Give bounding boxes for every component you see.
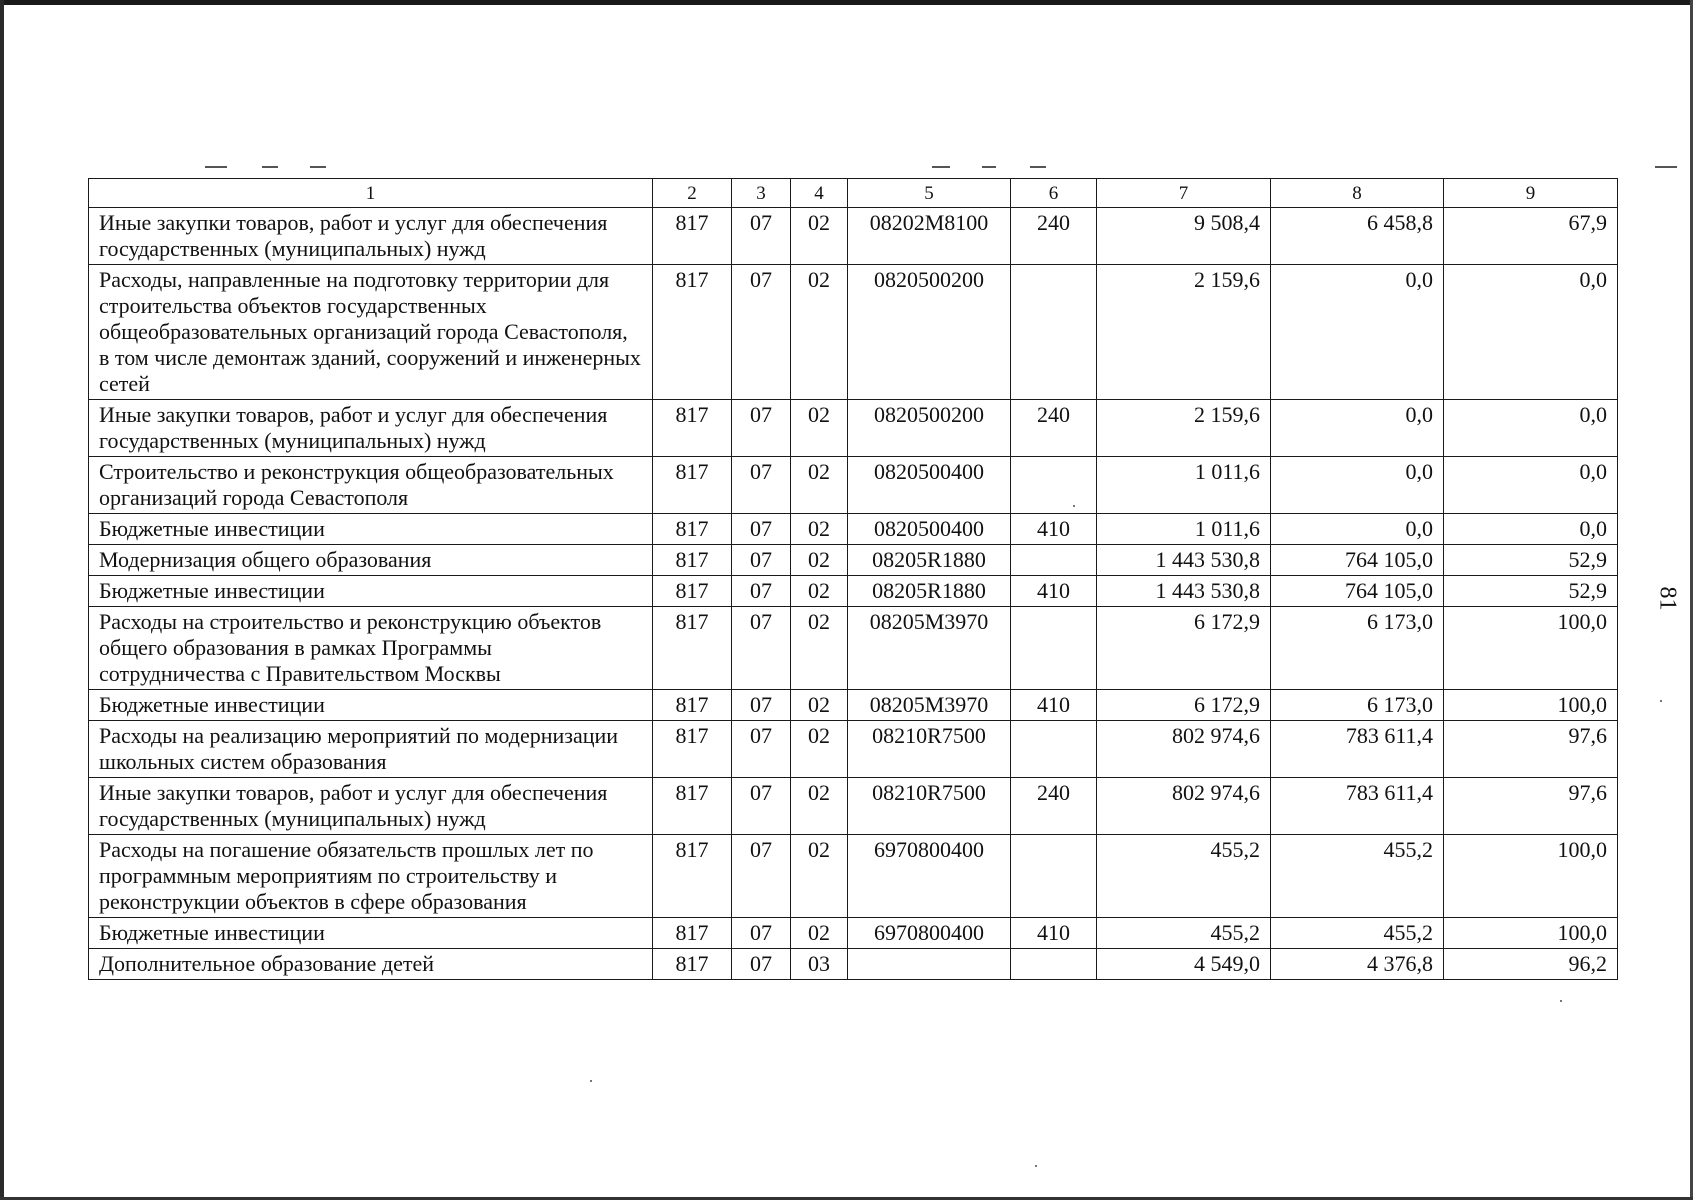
table-row xyxy=(89,400,1618,457)
cell-actual-amount: 0,0 xyxy=(1271,457,1444,514)
cell-name: Бюджетные инвестиции xyxy=(89,576,653,607)
budget-table xyxy=(88,178,1618,980)
cell-expense-type: 410 xyxy=(1011,690,1097,721)
cell-section-code: 07 xyxy=(732,778,791,835)
cell-actual-amount: 6 458,8 xyxy=(1271,208,1444,265)
cell-ministry-code: 817 xyxy=(653,835,732,918)
cell-planned-amount: 2 159,6 xyxy=(1097,265,1271,400)
cell-percent: 0,0 xyxy=(1444,400,1618,457)
column-header-5: 5 xyxy=(848,179,1011,208)
cell-section-code: 07 xyxy=(732,265,791,400)
cell-name: Бюджетные инвестиции xyxy=(89,514,653,545)
cell-percent: 0,0 xyxy=(1444,457,1618,514)
cell-section-code: 07 xyxy=(732,208,791,265)
cell-planned-amount: 455,2 xyxy=(1097,835,1271,918)
cell-percent: 52,9 xyxy=(1444,576,1618,607)
table-row xyxy=(89,265,1618,400)
cell-ministry-code: 817 xyxy=(653,778,732,835)
cell-target-code xyxy=(848,949,1011,980)
cell-subsection-code: 02 xyxy=(791,208,848,265)
column-header-3: 3 xyxy=(732,179,791,208)
cell-ministry-code: 817 xyxy=(653,400,732,457)
scan-speck xyxy=(1073,505,1075,507)
cell-percent: 100,0 xyxy=(1444,690,1618,721)
table-row xyxy=(89,690,1618,721)
cell-planned-amount: 1 443 530,8 xyxy=(1097,545,1271,576)
cell-planned-amount: 6 172,9 xyxy=(1097,690,1271,721)
cell-section-code: 07 xyxy=(732,835,791,918)
cell-percent: 100,0 xyxy=(1444,835,1618,918)
cell-ministry-code: 817 xyxy=(653,918,732,949)
cell-percent: 100,0 xyxy=(1444,607,1618,690)
cell-expense-type: 410 xyxy=(1011,576,1097,607)
cell-name: Дополнительное образование детей xyxy=(89,949,653,980)
table-body xyxy=(89,208,1618,980)
table-row xyxy=(89,514,1618,545)
cell-ministry-code: 817 xyxy=(653,607,732,690)
cell-target-code: 08205R1880 xyxy=(848,576,1011,607)
cell-section-code: 07 xyxy=(732,457,791,514)
cell-subsection-code: 02 xyxy=(791,265,848,400)
cell-percent: 52,9 xyxy=(1444,545,1618,576)
cell-target-code: 08205M3970 xyxy=(848,607,1011,690)
cell-ministry-code: 817 xyxy=(653,690,732,721)
cell-ministry-code: 817 xyxy=(653,721,732,778)
scan-edge-top xyxy=(0,0,1693,5)
cell-target-code: 6970800400 xyxy=(848,918,1011,949)
cell-actual-amount: 783 611,4 xyxy=(1271,721,1444,778)
cell-planned-amount: 455,2 xyxy=(1097,918,1271,949)
cell-subsection-code: 02 xyxy=(791,457,848,514)
cell-expense-type: 240 xyxy=(1011,400,1097,457)
cell-actual-amount: 4 376,8 xyxy=(1271,949,1444,980)
cell-expense-type: 410 xyxy=(1011,918,1097,949)
table-row xyxy=(89,949,1618,980)
scan-speck xyxy=(590,1080,592,1082)
cell-actual-amount: 0,0 xyxy=(1271,514,1444,545)
cell-name: Модернизация общего образования xyxy=(89,545,653,576)
cell-name: Иные закупки товаров, работ и услуг для обеспечения государственных (муниципальных) нужд xyxy=(89,208,653,265)
cell-percent: 0,0 xyxy=(1444,514,1618,545)
cell-expense-type xyxy=(1011,607,1097,690)
table-row xyxy=(89,457,1618,514)
cell-subsection-code: 03 xyxy=(791,949,848,980)
cell-subsection-code: 02 xyxy=(791,400,848,457)
cell-section-code: 07 xyxy=(732,949,791,980)
cell-target-code: 08205M3970 xyxy=(848,690,1011,721)
cell-subsection-code: 02 xyxy=(791,778,848,835)
cell-expense-type: 240 xyxy=(1011,208,1097,265)
cell-planned-amount: 802 974,6 xyxy=(1097,721,1271,778)
page-number: 81 xyxy=(1654,586,1681,611)
cell-percent: 100,0 xyxy=(1444,918,1618,949)
cell-name: Иные закупки товаров, работ и услуг для обеспечения государственных (муниципальных) нужд xyxy=(89,778,653,835)
cell-target-code: 08210R7500 xyxy=(848,721,1011,778)
cell-subsection-code: 02 xyxy=(791,918,848,949)
cell-subsection-code: 02 xyxy=(791,607,848,690)
cell-actual-amount: 0,0 xyxy=(1271,265,1444,400)
cell-target-code: 08210R7500 xyxy=(848,778,1011,835)
cell-planned-amount: 802 974,6 xyxy=(1097,778,1271,835)
header-dash-marks xyxy=(0,166,1693,170)
cell-percent: 67,9 xyxy=(1444,208,1618,265)
cell-subsection-code: 02 xyxy=(791,576,848,607)
cell-target-code: 6970800400 xyxy=(848,835,1011,918)
cell-section-code: 07 xyxy=(732,721,791,778)
cell-actual-amount: 764 105,0 xyxy=(1271,576,1444,607)
cell-actual-amount: 6 173,0 xyxy=(1271,690,1444,721)
cell-actual-amount: 764 105,0 xyxy=(1271,545,1444,576)
cell-ministry-code: 817 xyxy=(653,208,732,265)
cell-planned-amount: 4 549,0 xyxy=(1097,949,1271,980)
table-row xyxy=(89,576,1618,607)
cell-planned-amount: 1 011,6 xyxy=(1097,457,1271,514)
cell-expense-type xyxy=(1011,835,1097,918)
scan-speck xyxy=(1560,1000,1562,1002)
cell-section-code: 07 xyxy=(732,514,791,545)
cell-actual-amount: 455,2 xyxy=(1271,835,1444,918)
cell-planned-amount: 1 011,6 xyxy=(1097,514,1271,545)
cell-name: Иные закупки товаров, работ и услуг для обеспечения государственных (муниципальных) нужд xyxy=(89,400,653,457)
cell-planned-amount: 6 172,9 xyxy=(1097,607,1271,690)
cell-subsection-code: 02 xyxy=(791,721,848,778)
cell-name: Расходы, направленные на подготовку территории для строительства объектов государственных общеобразовательных организаций города Севастополя, в том числе демонтаж зданий, сооружений и инженерных сетей xyxy=(89,265,653,400)
cell-name: Расходы на погашение обязательств прошлых лет по программным мероприятиям по строительству и реконструкции объектов в сфере образования xyxy=(89,835,653,918)
table-header-row xyxy=(89,179,1618,208)
column-header-7: 7 xyxy=(1097,179,1271,208)
cell-section-code: 07 xyxy=(732,690,791,721)
cell-ministry-code: 817 xyxy=(653,545,732,576)
cell-section-code: 07 xyxy=(732,607,791,690)
cell-percent: 97,6 xyxy=(1444,721,1618,778)
cell-target-code: 0820500400 xyxy=(848,514,1011,545)
cell-section-code: 07 xyxy=(732,545,791,576)
cell-expense-type xyxy=(1011,949,1097,980)
cell-subsection-code: 02 xyxy=(791,835,848,918)
cell-ministry-code: 817 xyxy=(653,514,732,545)
table-row xyxy=(89,545,1618,576)
cell-actual-amount: 455,2 xyxy=(1271,918,1444,949)
cell-name: Бюджетные инвестиции xyxy=(89,918,653,949)
cell-target-code: 08205R1880 xyxy=(848,545,1011,576)
cell-section-code: 07 xyxy=(732,400,791,457)
column-header-6: 6 xyxy=(1011,179,1097,208)
cell-expense-type: 240 xyxy=(1011,778,1097,835)
cell-actual-amount: 0,0 xyxy=(1271,400,1444,457)
cell-actual-amount: 6 173,0 xyxy=(1271,607,1444,690)
cell-ministry-code: 817 xyxy=(653,265,732,400)
column-header-8: 8 xyxy=(1271,179,1444,208)
cell-ministry-code: 817 xyxy=(653,949,732,980)
column-header-4: 4 xyxy=(791,179,848,208)
cell-expense-type xyxy=(1011,265,1097,400)
cell-expense-type xyxy=(1011,545,1097,576)
cell-target-code: 0820500400 xyxy=(848,457,1011,514)
cell-expense-type xyxy=(1011,457,1097,514)
table-row xyxy=(89,835,1618,918)
scan-edge-left xyxy=(0,0,4,1200)
column-header-9: 9 xyxy=(1444,179,1618,208)
table-row xyxy=(89,918,1618,949)
cell-subsection-code: 02 xyxy=(791,690,848,721)
cell-expense-type xyxy=(1011,721,1097,778)
cell-ministry-code: 817 xyxy=(653,576,732,607)
cell-percent: 96,2 xyxy=(1444,949,1618,980)
cell-name: Расходы на строительство и реконструкцию объектов общего образования в рамках Программы сотрудничества с Правительством Москвы xyxy=(89,607,653,690)
cell-planned-amount: 1 443 530,8 xyxy=(1097,576,1271,607)
cell-section-code: 07 xyxy=(732,576,791,607)
column-header-1: 1 xyxy=(89,179,653,208)
table-row xyxy=(89,721,1618,778)
scan-speck xyxy=(1660,700,1662,702)
cell-name: Строительство и реконструкция общеобразовательных организаций города Севастополя xyxy=(89,457,653,514)
cell-name: Расходы на реализацию мероприятий по модернизации школьных систем образования xyxy=(89,721,653,778)
table-row xyxy=(89,607,1618,690)
cell-percent: 0,0 xyxy=(1444,265,1618,400)
table-row xyxy=(89,778,1618,835)
cell-section-code: 07 xyxy=(732,918,791,949)
cell-percent: 97,6 xyxy=(1444,778,1618,835)
cell-name: Бюджетные инвестиции xyxy=(89,690,653,721)
cell-target-code: 0820500200 xyxy=(848,265,1011,400)
cell-target-code: 08202M8100 xyxy=(848,208,1011,265)
cell-subsection-code: 02 xyxy=(791,545,848,576)
cell-planned-amount: 2 159,6 xyxy=(1097,400,1271,457)
cell-planned-amount: 9 508,4 xyxy=(1097,208,1271,265)
column-header-2: 2 xyxy=(653,179,732,208)
table-row xyxy=(89,208,1618,265)
cell-target-code: 0820500200 xyxy=(848,400,1011,457)
cell-subsection-code: 02 xyxy=(791,514,848,545)
scan-speck xyxy=(1035,1165,1037,1167)
cell-expense-type: 410 xyxy=(1011,514,1097,545)
cell-ministry-code: 817 xyxy=(653,457,732,514)
cell-actual-amount: 783 611,4 xyxy=(1271,778,1444,835)
